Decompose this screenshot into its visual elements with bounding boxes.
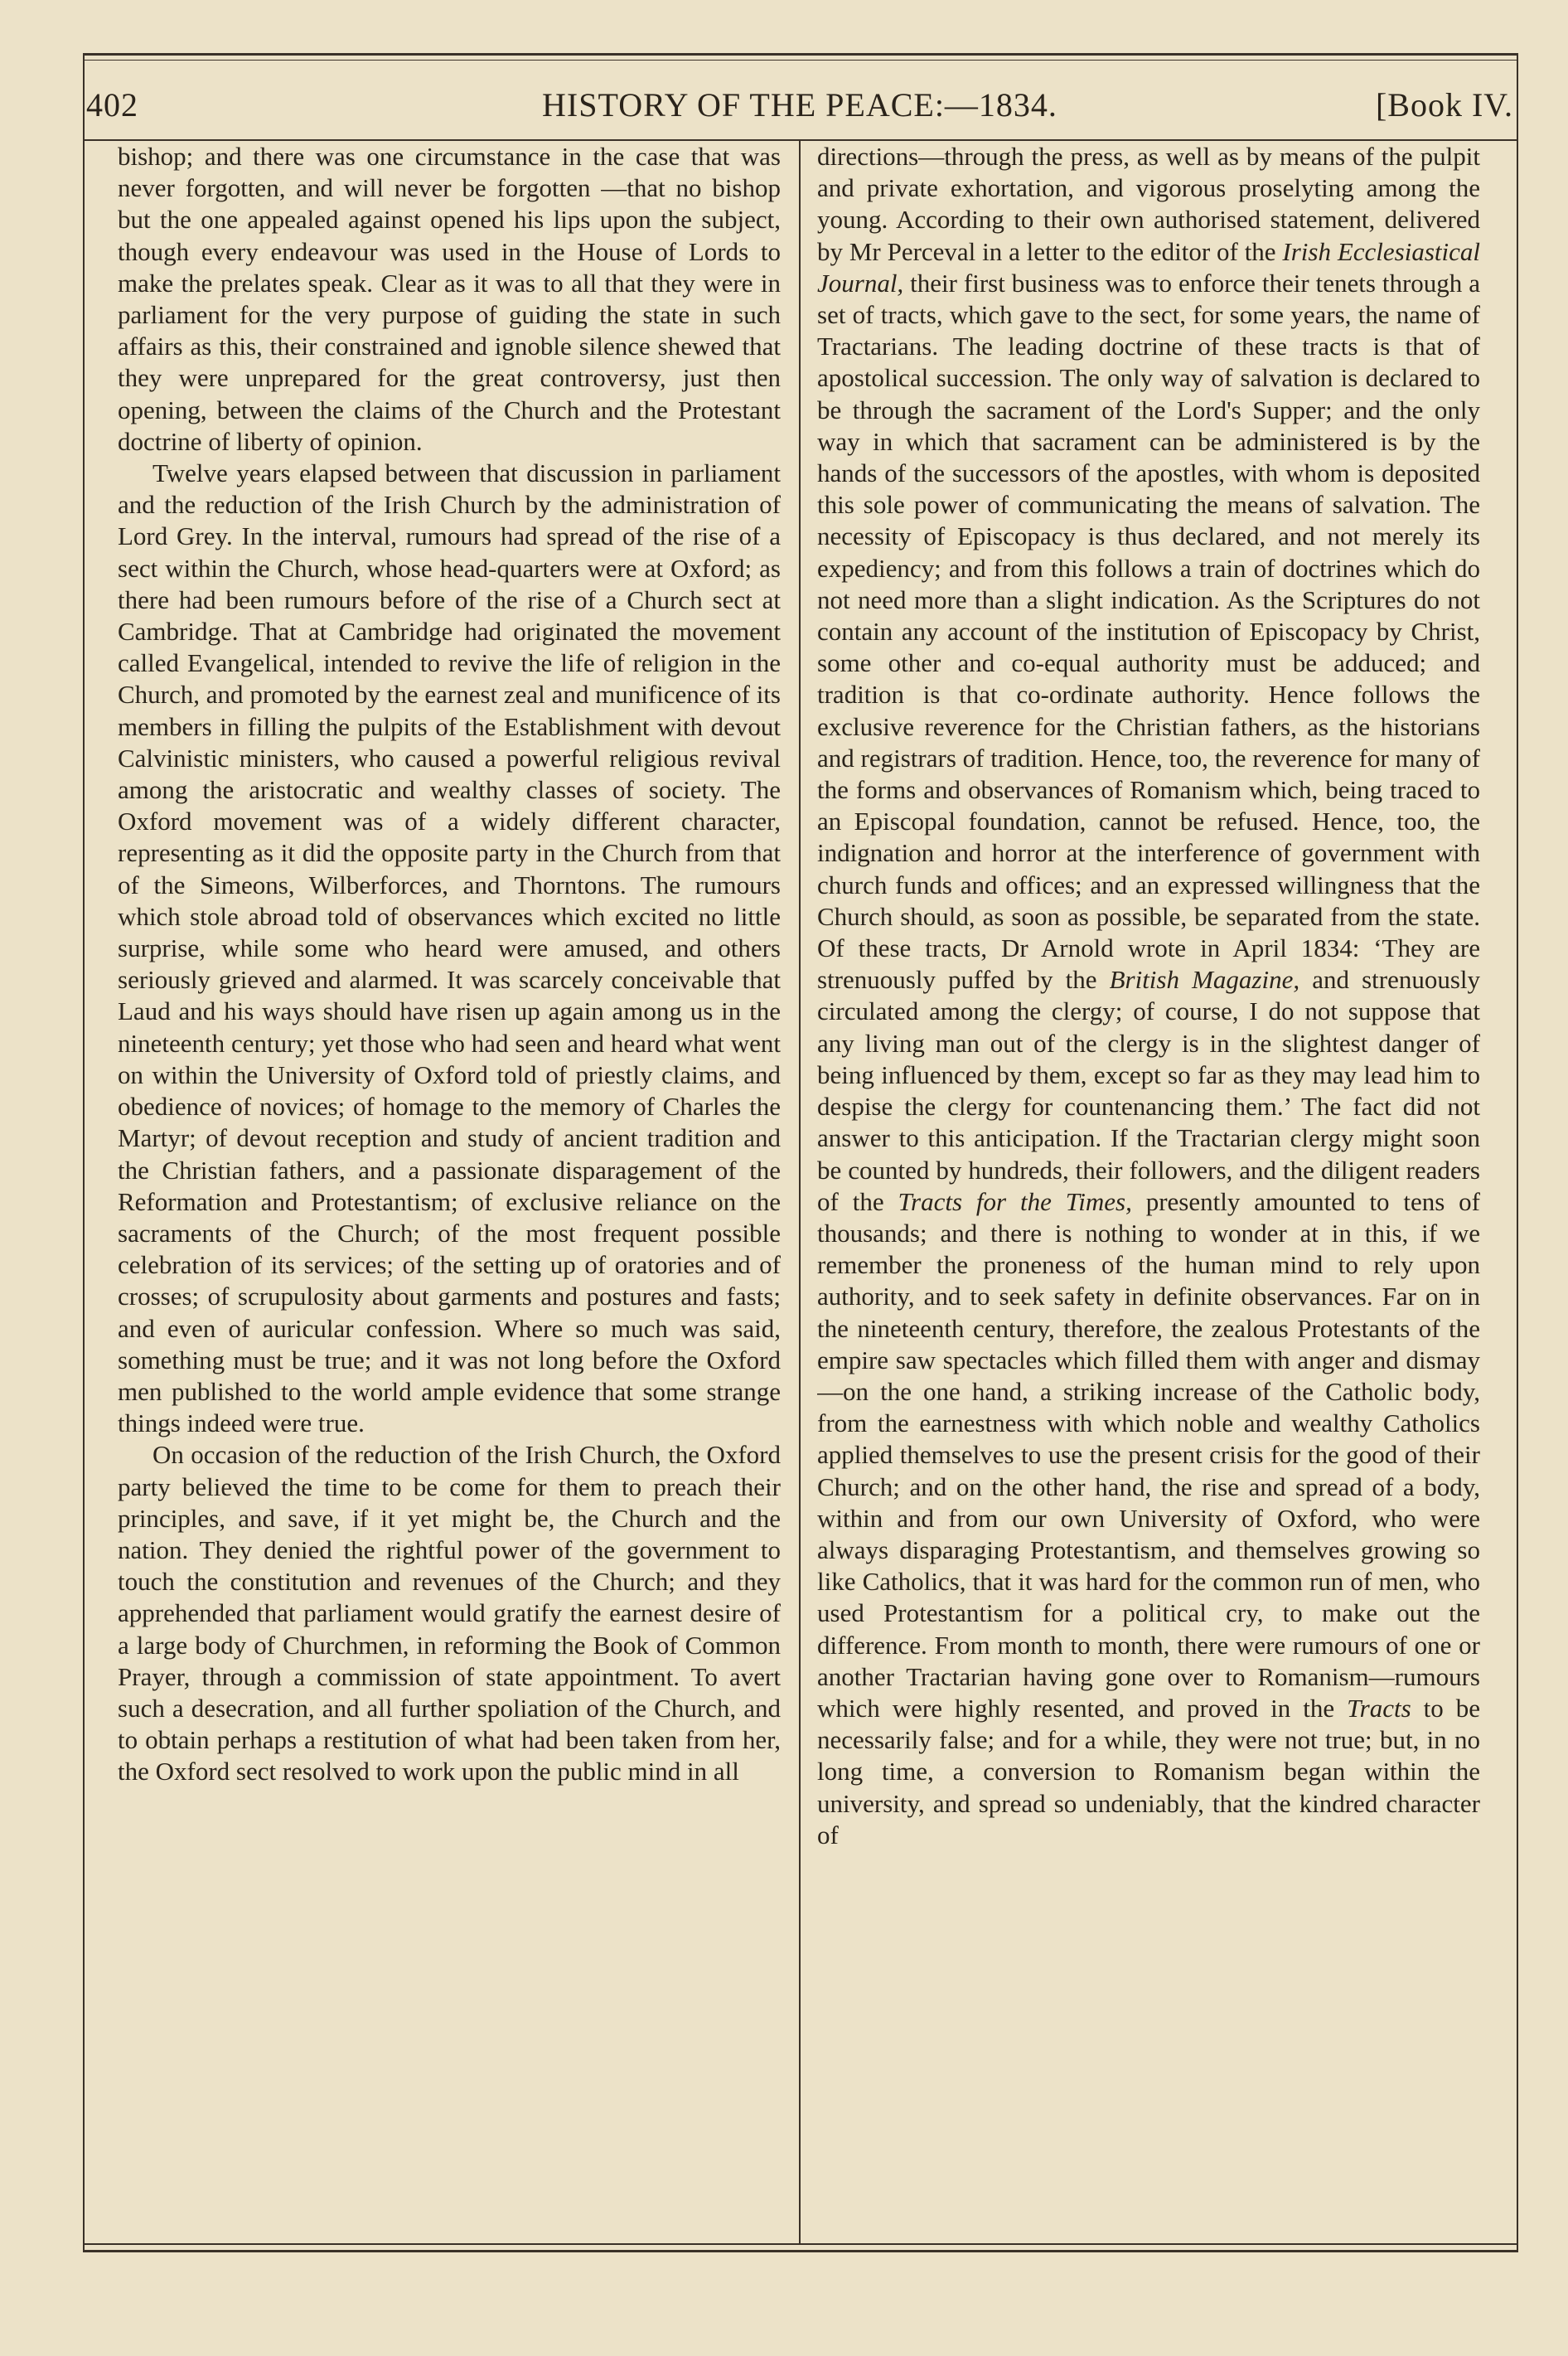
bottom-inner-rule (83, 2243, 1517, 2245)
text-run: their first business was to enforce their tenets through a set of tracts, which gave to the sect, for some years, the name of Tractarians. The leading doctrine of these tracts is that of apostolical succession. The only way of salvation is declared to be through the sacrament of the Lord's Supper; and the only way in which that sacrament can be administered is by the hands of the successors of the apostles, with whom is deposited this sole power of communicating the means of salvation. The necessity of Episcopacy is thus declared, and not merely its expediency; and from this follows a train of doctrines which do not need more than a slight indication. As the Scriptures do not contain any account of the institution of Episcopacy by Christ, some other and co-equal authority must be adduced; and tradition is that co-ordinate authority. Hence follows the exclusive reverence for the Christian fathers, as the historians and registrars of tradition. Hence, too, the reverence for many of the forms and observances of Romanism which, being traced to an Episcopal foundation, cannot be refused. Hence, too, the indignation and horror at the interference of government with church funds and offices; and an expressed willingness that the Church should, as soon as possible, be separated from the state. Of these tracts, Dr Arnold wrote in April 1834: ‘They are strenuously puffed by the (817, 268, 1480, 995)
paragraph: bishop; and there was one circumstance in the case that was never forgotten, and will never be forgotten —that no bishop but the one appealed against opened his lips upon the subject, though every endeavour was used in the House of Lords to make the prelates speak. Clear as it was to all that they were in parliament for the very purpose of guiding the state in such affairs as this, their constrained and ignoble silence shewed that they were unprepared for the great controversy, just then opening, between the claims of the Church and the Protestant doctrine of liberty of opinion. (118, 142, 781, 456)
running-title: HISTORY OF THE PEACE:—1834. (542, 86, 1057, 124)
italic-title: British Magazine, (1109, 965, 1300, 995)
running-header (83, 76, 1517, 134)
italic-title: Tracts (1347, 1693, 1411, 1723)
italic-title: Irish Ecclesiastical Journal, (817, 236, 1480, 298)
top-border-rule (83, 53, 1517, 56)
right-border-rule (1517, 53, 1518, 2252)
left-border-rule (83, 53, 85, 2252)
italic-title: Tracts for the Times, (898, 1186, 1132, 1216)
bottom-border-rule (83, 2250, 1517, 2252)
right-column (817, 141, 1480, 2213)
text-run: and strenuously circulated among the clergy; of course, I do not suppose that any living man out of the clergy is in the slightest danger of being influenced by them, except so far as they may lead him to despise the clergy for countenancing them.’ The fact did not answer to this anticipation. If the Tractarian clergy might soon be counted by hundreds, their followers, and the diligent readers of the (817, 965, 1480, 1216)
text-run: directions—through the press, as well as by means of the pulpit and private exhortation, and vigorous proselyting among the young. According to their own authorised statement, delivered by Mr Perceval in a letter to the editor of the (817, 142, 1480, 266)
left-column (118, 141, 781, 2213)
book-section-label: [Book IV. (1375, 86, 1513, 124)
paragraph (817, 141, 1480, 1851)
top-inner-rule (83, 60, 1517, 61)
paragraph: Twelve years elapsed between that discussion in parliament and the reduction of the Irish Church by the administration of Lord Grey. In the interval, rumours had spread of the rise of a sect within the Church, whose head-quarters were at Oxford; as there had been rumours before of the rise of a Church sect at Cambridge. That at Cambridge had originated the movement called Evangelical, intended to revive the life of religion in the Church, and promoted by the earnest zeal and munificence of its members in filling the pulpits of the Establishment with devout Calvinistic ministers, who caused a powerful religious revival among the aristocratic and wealthy classes of society. The Oxford movement was of a widely different character, representing as it did the opposite party in the Church from that of the Simeons, Wilberforces, and Thorntons. The rumours which stole abroad told of observances which excited no little surprise, while some who heard were amused, and others seriously grieved and alarmed. It was scarcely conceivable that Laud and his ways should have risen up again among us in the nineteenth century; yet those who had seen and heard what went on within the University of Oxford told of priestly claims, and obedience of novices; of homage to the memory of Charles the Martyr; of devout reception and study of ancient tradition and the Christian fathers, and a passionate disparagement of the Reformation and Protestantism; of exclusive reliance on the sacraments of the Church; of the most frequent possible celebration of its services; of the setting up of oratories and of crosses; of scrupulosity about garments and postures and fasts; and even of auricular confession. Where so much was said, something must be true; and it was not long before the Oxford men published to the world ample evidence that some strange things indeed were true. (118, 458, 781, 1438)
paragraph: On occasion of the reduction of the Irish Church, the Oxford party believed the time to be come for them to preach their principles, and save, if it yet might be, the Church and the nation. They denied the rightful power of the government to touch the constitution and revenues of the Church; and they apprehended that parliament would gratify the earnest desire of a large body of Churchmen, in reforming the Book of Common Prayer, through a commission of state appointment. To avert such a desecration, and all further spoliation of the Church, and to obtain perhaps a restitution of what had been taken from her, the Oxford sect resolved to work upon the public mind in all (118, 1440, 781, 1786)
column-divider (799, 141, 801, 2243)
text-run: to be necessarily false; and for a while, they were not true; but, in no long time, a conversion to Romanism began within the university, and spread so undeniably, that the kindred character of (817, 1693, 1480, 1849)
text-run: presently amounted to tens of thousands; and there is nothing to wonder at in this, if we remember the proneness of the human mind to rely upon authority, and to seek safety in definite observances. Far on in the nineteenth century, therefore, the zealous Protestants of the empire saw spectacles which filled them with anger and dismay—on the one hand, a striking increase of the Catholic body, from the earnestness with which noble and wealthy Catholics applied themselves to use the present crisis for the good of their Church; and on the other hand, the rise and spread of a body, within and from our own University of Oxford, who were always disparaging Protestantism, and themselves growing so like Catholics, that it was hard for the common run of men, who used Protestantism for a political cry, to make out the difference. From month to month, there were rumours of one or another Tractarian having gone over to Romanism—rumours which were highly resented, and proved in the (817, 1186, 1480, 1723)
page-number: 402 (86, 86, 138, 124)
